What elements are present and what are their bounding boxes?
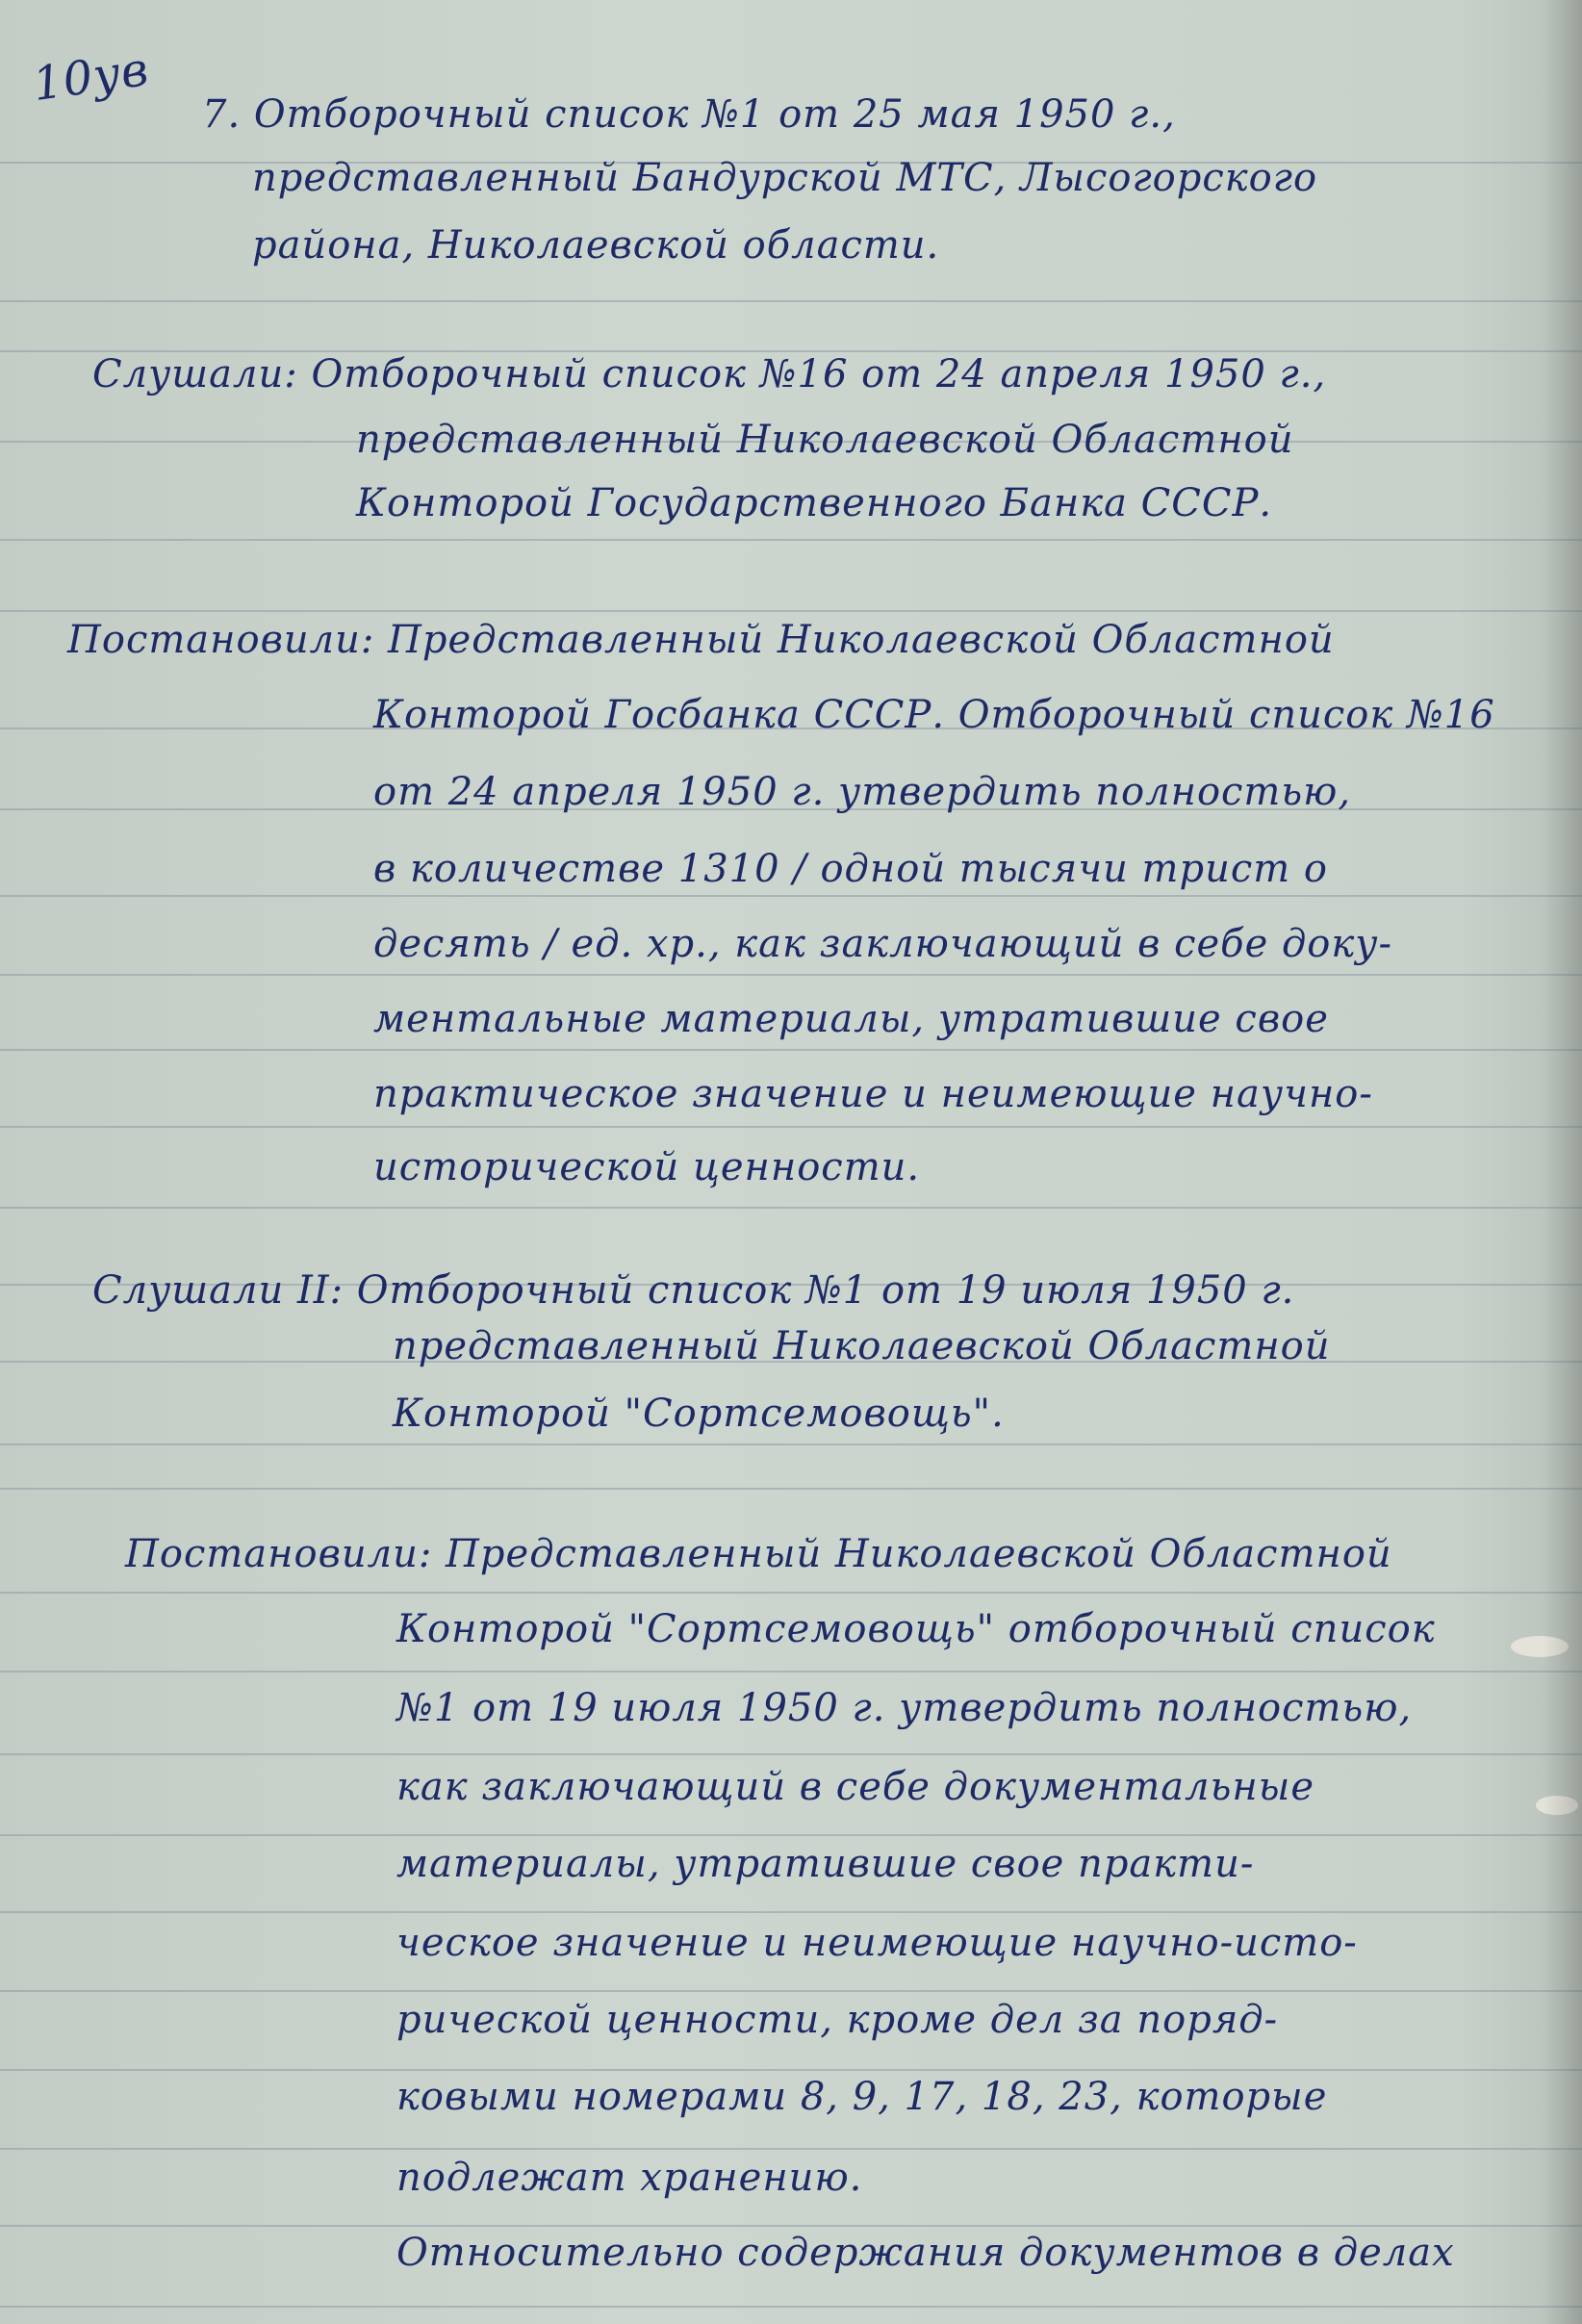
ruled-line <box>0 1126 1582 1128</box>
handwritten-line: десять / ед. хр., как заключающий в себе доку- <box>373 922 1392 966</box>
ruled-line <box>0 1834 1582 1836</box>
handwritten-line: рической ценности, кроме дел за поряд- <box>396 1998 1279 2042</box>
handwritten-line: ковыми номерами 8, 9, 17, 18, 23, которые <box>396 2075 1328 2119</box>
ruled-line <box>0 1990 1582 1992</box>
handwritten-line: ческое значение и неимеющие научно-исто- <box>396 1921 1358 1965</box>
handwritten-line: Постановили: Представленный Николаевской Областной <box>125 1532 1392 1576</box>
handwritten-line: №1 от 19 июля 1950 г. утвердить полностью, <box>396 1686 1413 1730</box>
handwritten-line: Постановили: Представленный Николаевской Областной <box>67 618 1335 662</box>
handwritten-line: Конторой Госбанка СССР. Отборочный список №16 <box>373 693 1495 737</box>
handwritten-line: Конторой "Сортсемовощь". <box>393 1392 1005 1436</box>
ruled-line <box>0 895 1582 897</box>
handwritten-line: Слушали II: Отборочный список №1 от 19 июля 1950 г. <box>92 1268 1295 1313</box>
handwritten-line: Конторой Государственного Банка СССР. <box>356 481 1273 525</box>
ruled-line <box>0 539 1582 541</box>
ruled-line <box>0 1488 1582 1490</box>
handwritten-line: от 24 апреля 1950 г. утвердить полностью, <box>373 770 1352 814</box>
ruled-line <box>0 1911 1582 1913</box>
handwritten-line: 7. Отборочный список №1 от 25 мая 1950 г., <box>202 92 1176 137</box>
ruled-line <box>0 1207 1582 1209</box>
handwritten-line: представленный Николаевской Областной <box>356 418 1294 462</box>
handwritten-line: как заключающий в себе документальные <box>396 1765 1314 1809</box>
ruled-line <box>0 2225 1582 2227</box>
ruled-line <box>0 1671 1582 1673</box>
handwritten-line: подлежат хранению. <box>396 2156 863 2200</box>
ruled-line <box>0 974 1582 976</box>
ruled-line <box>0 1592 1582 1594</box>
ruled-line <box>0 1753 1582 1755</box>
ruled-line <box>0 2148 1582 2150</box>
handwritten-line: района, Николаевской области. <box>252 223 940 268</box>
ruled-line <box>0 2069 1582 2071</box>
handwritten-line: в количестве 1310 / одной тысячи трист о <box>373 847 1328 891</box>
handwritten-line: Относительно содержания документов в делах <box>396 2231 1455 2275</box>
ruled-line <box>0 2306 1582 2308</box>
ruled-line <box>0 300 1582 302</box>
handwritten-line: Конторой "Сортсемовощь" отборочный список <box>396 1607 1436 1651</box>
page-number: 10ув <box>29 41 153 113</box>
handwritten-line: практическое значение и неимеющие научно- <box>373 1072 1373 1116</box>
page-edge-shadow <box>1544 0 1582 2324</box>
ruled-line <box>0 1049 1582 1051</box>
handwritten-line: материалы, утратившие свое практи- <box>396 1842 1255 1886</box>
handwritten-line: Слушали: Отборочный список №16 от 24 апреля 1950 г., <box>92 352 1327 396</box>
ruled-line <box>0 610 1582 612</box>
handwritten-line: исторической ценности. <box>373 1145 921 1189</box>
ruled-line <box>0 1443 1582 1445</box>
handwritten-line: представленный Николаевской Областной <box>393 1324 1331 1368</box>
handwritten-line: представленный Бандурской МТС, Лысогорского <box>252 156 1318 200</box>
handwritten-line: ментальные материалы, утратившие свое <box>373 997 1329 1041</box>
